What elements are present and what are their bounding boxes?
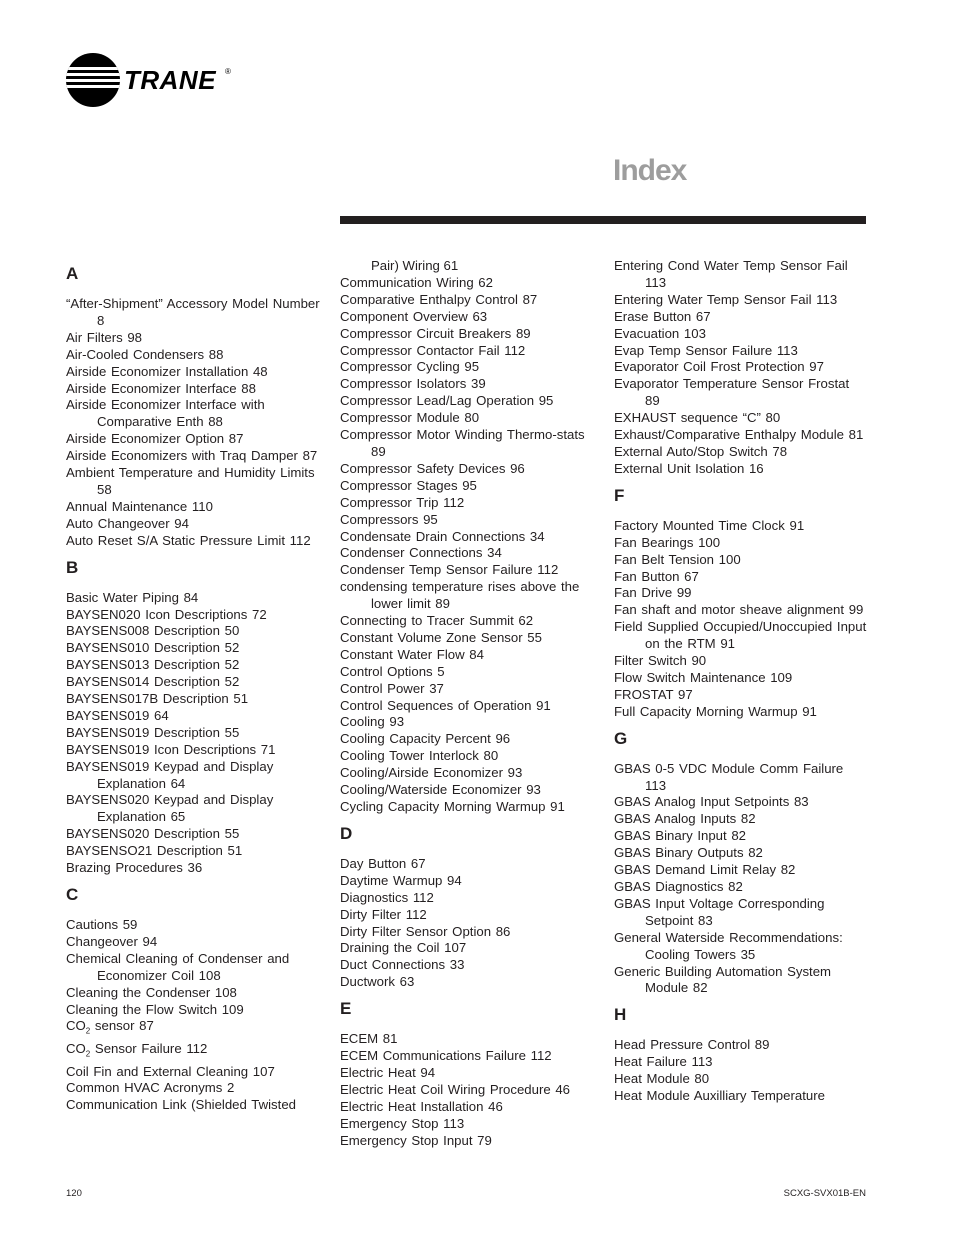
index-column-2 — [340, 258, 594, 1150]
index-entry: $CO_2$ Sensor Failure 112 — [66, 1040, 208, 1059]
index-entry: Flow Switch Maintenance 109 — [614, 669, 793, 685]
index-entry: Factory Mounted Time Clock 91 — [614, 517, 805, 533]
index-entry: Fan Button 67 — [614, 568, 699, 584]
index-entry: Exhaust/Comparative Enthalpy Module 81 — [614, 427, 864, 443]
section-letter: G — [614, 728, 628, 748]
index-entry: BAYSENS017B Description 51 — [66, 691, 249, 707]
index-entry: Compressor Safety Devices 96 — [340, 460, 525, 476]
index-entry: BAYSENS019 Keypad and Display Explanation 64 — [66, 758, 274, 791]
index-entry: Common HVAC Acronyms 2 — [66, 1080, 235, 1096]
index-entry: Compressor Circuit Breakers 89 — [340, 325, 531, 341]
index-entry: Heat Failure 113 — [614, 1054, 713, 1070]
index-entry: Cycling Capacity Morning Warmup 91 — [340, 799, 565, 814]
index-entry: Condensate Drain Connections 34 — [340, 528, 545, 544]
index-entry: Airside Economizer Interface with Comparative Enth 88 — [66, 397, 265, 430]
index-entry: GBAS 0-5 VDC Module Comm Failure 113 — [614, 760, 844, 793]
index-entry: Air Filters 98 — [66, 329, 143, 345]
index-entry: Control Options 5 — [340, 663, 445, 679]
index-entry: BAYSENS020 Description 55 — [66, 826, 240, 842]
index-entry: Cooling Tower Interlock 80 — [340, 748, 499, 764]
index-entry: GBAS Input Voltage Corresponding Setpoint 83 — [614, 895, 825, 928]
section-letter: D — [340, 823, 353, 843]
index-entry: Dirty Filter Sensor Option 86 — [340, 923, 511, 939]
index-entry: Air-Cooled Condensers 88 — [66, 346, 224, 362]
index-entry: Compressor Cycling 95 — [340, 359, 480, 375]
index-entry: $CO_2$ sensor 87 — [66, 1018, 154, 1037]
trane-logo-icon — [66, 53, 120, 107]
index-entry: Communication Wiring 62 — [340, 274, 493, 290]
index-entry: Compressor Module 80 — [340, 410, 480, 426]
index-entry: “After-Shipment” Accessory Model Number 8 — [66, 296, 320, 328]
title-divider — [340, 216, 866, 224]
document-code: SCXG-SVX01B-EN — [783, 1188, 866, 1199]
index-entry: Compressor Motor Winding Thermo-stats 89 — [340, 427, 585, 459]
page-number: 120 — [66, 1188, 82, 1199]
index-entry: Cooling/Waterside Economizer 93 — [340, 782, 541, 798]
index-entry: Full Capacity Morning Warmup 91 — [614, 703, 817, 719]
index-entry: Ductwork 63 — [340, 974, 415, 990]
index-entry: Evacuation 103 — [614, 325, 706, 341]
registered-mark: ® — [225, 67, 231, 76]
section-letter: F — [614, 485, 625, 505]
index-entry: Constant Water Flow 84 — [340, 646, 484, 662]
index-entry: Evaporator Temperature Sensor Frostat 89 — [614, 376, 850, 409]
index-entry: GBAS Analog Input Setpoints 83 — [614, 794, 809, 810]
index-entry: Fan Belt Tension 100 — [614, 551, 741, 567]
index-entry: BAYSENS019 Description 55 — [66, 724, 240, 740]
index-entry-continuation: Pair) Wiring 61 — [371, 258, 459, 273]
index-entry: Connecting to Tracer Summit 62 — [340, 613, 534, 629]
brand-name: TRANE — [124, 65, 217, 95]
index-entry: Cleaning the Flow Switch 109 — [66, 1001, 244, 1017]
index-entry: Airside Economizers with Traq Damper 87 — [66, 448, 318, 464]
index-entry: BAYSENS013 Description 52 — [66, 657, 240, 673]
index-entry: Entering Cond Water Temp Sensor Fail 113 — [614, 258, 848, 290]
index-entry: General Waterside Recommendations: Cooling Towers 35 — [614, 929, 843, 962]
section-letter: E — [340, 999, 352, 1019]
index-entry: GBAS Analog Inputs 82 — [614, 811, 756, 827]
index-entry: Coil Fin and External Cleaning 107 — [66, 1063, 275, 1079]
index-entry: External Unit Isolation 16 — [614, 460, 764, 476]
index-entry: Filter Switch 90 — [614, 653, 707, 669]
index-entry: Emergency Stop 113 — [340, 1115, 465, 1131]
trane-logo — [66, 53, 236, 109]
index-entry: EXHAUST sequence “C” 80 — [614, 410, 781, 426]
index-entry: Compressors 95 — [340, 511, 438, 527]
index-entry: Daytime Warmup 94 — [340, 872, 462, 888]
index-entry: Erase Button 67 — [614, 308, 711, 324]
index-entry: Compressor Trip 112 — [340, 494, 465, 510]
index-entry: Entering Water Temp Sensor Fail 113 — [614, 291, 838, 307]
index-entry: Compressor Contactor Fail 112 — [340, 342, 526, 358]
index-entry: Cautions 59 — [66, 917, 138, 932]
index-entry: Field Supplied Occupied/Unoccupied Input on the RTM 91 — [614, 619, 867, 652]
index-entry: Brazing Procedures 36 — [66, 860, 203, 876]
index-entry: Auto Reset S/A Static Pressure Limit 112 — [66, 532, 311, 548]
index-entry: Electric Heat Coil Wiring Procedure 46 — [340, 1081, 571, 1097]
index-entry: Electric Heat Installation 46 — [340, 1098, 503, 1114]
index-entry: Condenser Connections 34 — [340, 545, 502, 561]
index-entry: Cleaning the Condenser 108 — [66, 984, 237, 1000]
index-entry: Evap Temp Sensor Failure 113 — [614, 342, 798, 358]
index-entry: Fan shaft and motor sheave alignment 99 — [614, 602, 864, 618]
index-entry: Heat Module Auxilliary Temperature — [614, 1088, 825, 1104]
index-entry: Diagnostics 112 — [340, 889, 434, 905]
index-entry: Compressor Stages 95 — [340, 477, 477, 493]
index-entry: GBAS Demand Limit Relay 82 — [614, 862, 796, 878]
index-entry: Airside Economizer Interface 88 — [66, 380, 256, 396]
index-entry: Cooling/Airside Economizer 93 — [340, 765, 523, 781]
index-entry: Control Power 37 — [340, 680, 444, 696]
index-entry: condensing temperature rises above the lower limit 89 — [340, 579, 580, 612]
index-entry: Airside Economizer Option 87 — [66, 431, 244, 447]
index-entry: Constant Volume Zone Sensor 55 — [340, 629, 542, 645]
index-entry: Fan Drive 99 — [614, 585, 692, 601]
index-entry: Head Pressure Control 89 — [614, 1037, 770, 1053]
index-entry: Day Button 67 — [340, 855, 426, 871]
index-entry: Control Sequences of Operation 91 — [340, 697, 551, 713]
index-entry: GBAS Binary Input 82 — [614, 828, 747, 844]
index-entry: Draining the Coil 107 — [340, 940, 467, 956]
index-entry: BAYSENS010 Description 52 — [66, 640, 240, 656]
index-entry: Electric Heat 94 — [340, 1064, 436, 1080]
index-entry: BAYSENS008 Description 50 — [66, 623, 240, 639]
index-entry: Cooling 93 — [340, 714, 405, 730]
index-entry: ECEM 81 — [340, 1031, 398, 1047]
section-letter: B — [66, 557, 79, 577]
index-entry: Emergency Stop Input 79 — [340, 1132, 492, 1148]
index-entry: Chemical Cleaning of Condenser and Economizer Coil 108 — [66, 950, 290, 983]
index-entry: Component Overview 63 — [340, 308, 488, 324]
index-entry: FROSTAT 97 — [614, 686, 693, 702]
index-entry: Heat Module 80 — [614, 1071, 710, 1087]
index-column-3 — [614, 258, 868, 1105]
index-entry: BAYSENS019 64 — [66, 707, 169, 723]
index-entry: Comparative Enthalpy Control 87 — [340, 291, 538, 307]
index-entry: BAYSENS020 Keypad and Display Explanation 65 — [66, 792, 274, 825]
index-entry: Duct Connections 33 — [340, 957, 465, 973]
page-title: Index — [613, 154, 687, 187]
index-entry: Evaporator Coil Frost Protection 97 — [614, 359, 824, 375]
index-entry: Fan Bearings 100 — [614, 534, 721, 550]
index-entry: Ambient Temperature and Humidity Limits 58 — [66, 465, 315, 497]
index-entry: BAYSENSO21 Description 51 — [66, 843, 243, 859]
index-entry: Condenser Temp Sensor Failure 112 — [340, 562, 559, 578]
index-entry: Generic Building Automation System Module 82 — [614, 963, 832, 996]
index-entry: External Auto/Stop Switch 78 — [614, 443, 788, 459]
index-entry: GBAS Diagnostics 82 — [614, 879, 743, 894]
index-entry: Compressor Lead/Lag Operation 95 — [340, 393, 554, 409]
section-letter: C — [66, 885, 79, 904]
index-entry: Compressor Isolators 39 — [340, 376, 486, 392]
index-entry: BAYSENS019 Icon Descriptions 71 — [66, 741, 276, 757]
index-entry: Basic Water Piping 84 — [66, 589, 199, 605]
index-entry: GBAS Binary Outputs 82 — [614, 845, 763, 861]
index-entry: Changeover 94 — [66, 933, 158, 949]
index-entry: Auto Changeover 94 — [66, 515, 189, 531]
index-entry: Annual Maintenance 110 — [66, 498, 213, 514]
index-entry: ECEM Communications Failure 112 — [340, 1048, 552, 1064]
index-entry: BAYSEN020 Icon Descriptions 72 — [66, 606, 267, 622]
section-letter: H — [614, 1005, 627, 1025]
index-entry: BAYSENS014 Description 52 — [66, 674, 240, 690]
index-entry: Airside Economizer Installation 48 — [66, 363, 268, 379]
section-letter: A — [66, 264, 79, 283]
index-entry: Cooling Capacity Percent 96 — [340, 731, 511, 747]
index-entry: Communication Link (Shielded Twisted — [66, 1097, 296, 1113]
index-entry: Dirty Filter 112 — [340, 906, 427, 922]
index-column-1 — [66, 258, 320, 1114]
